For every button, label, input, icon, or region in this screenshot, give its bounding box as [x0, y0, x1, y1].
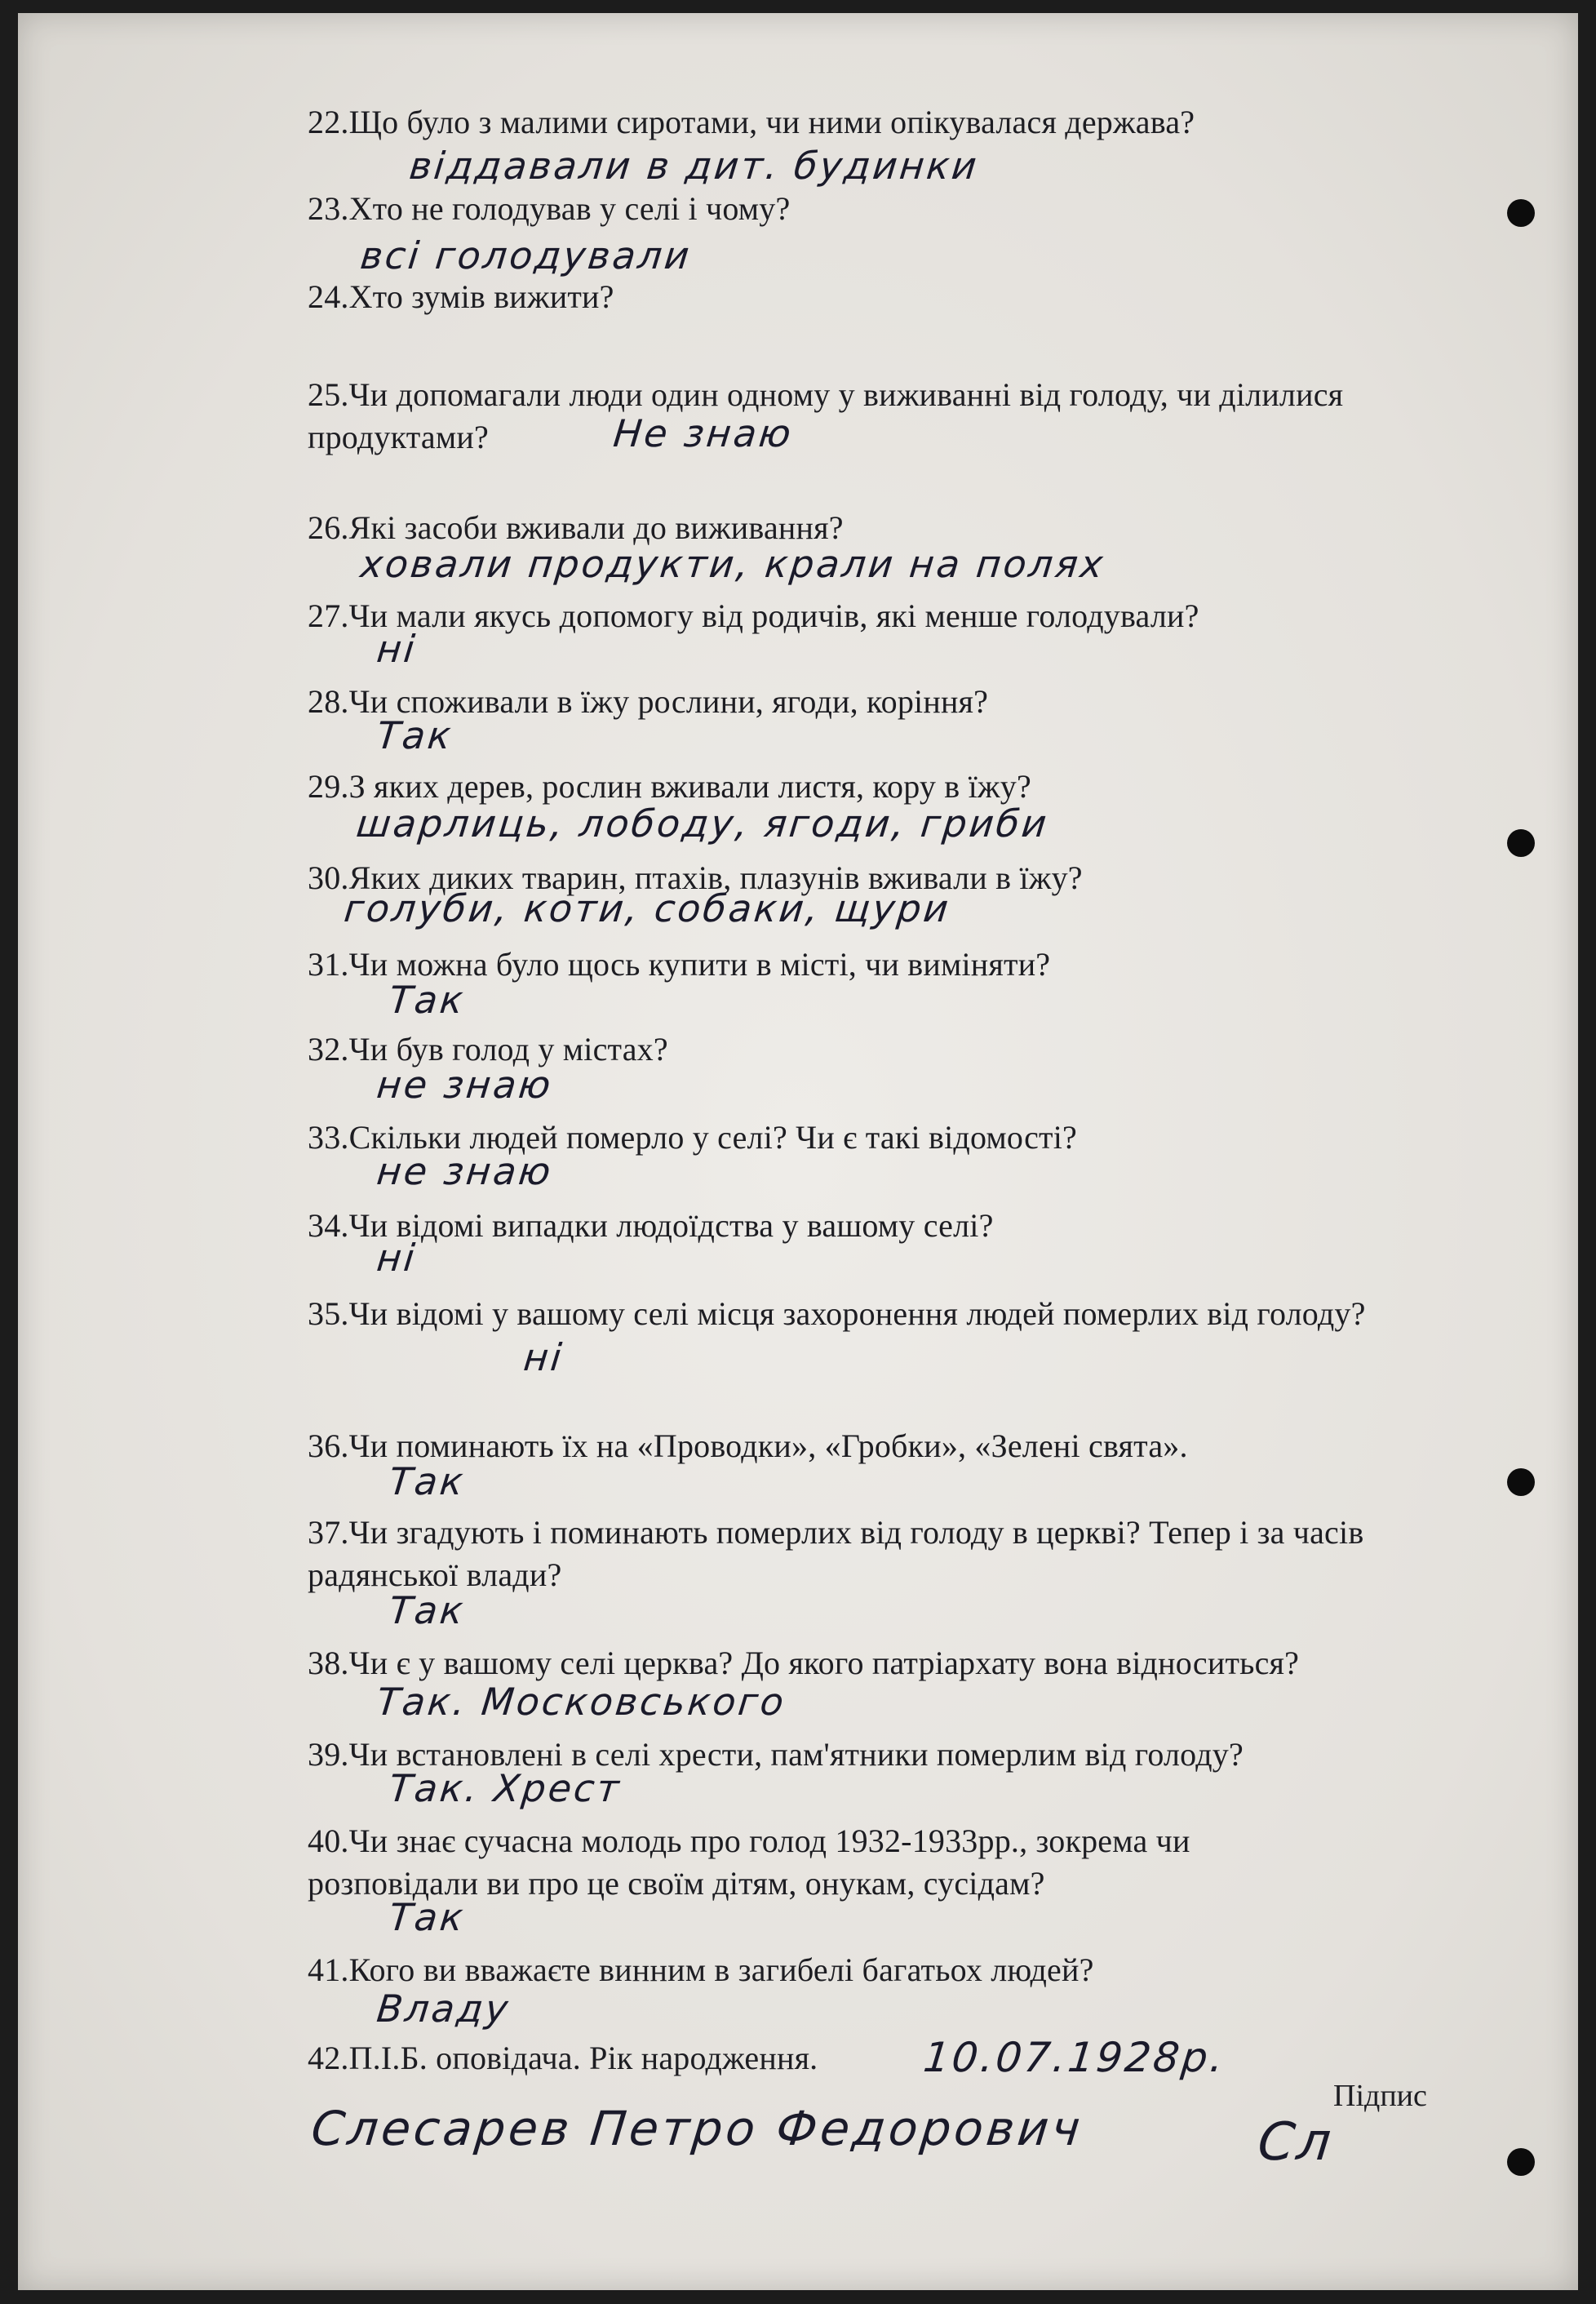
birth-date: 10.07.1928р.: [920, 2034, 1228, 2081]
question-26: 26.Які засоби вживали до виживання?: [308, 509, 844, 546]
question-38: 38.Чи є у вашому селі церква? До якого патріархату вона відноситься?: [308, 1645, 1300, 1681]
binder-hole: [1507, 2148, 1535, 2176]
question-33: 33.Скільки людей померло у селі? Чи є такі відомості?: [308, 1119, 1078, 1156]
question-40: 40.Чи знає сучасна молодь про голод 1932-1933рр., зокрема чи розповідали ви про це своїм дітям, онукам, сусідам?: [308, 1822, 1190, 1902]
answer-28: Так: [375, 713, 455, 757]
question-31: 31.Чи можна було щось купити в місті, чи виміняти?: [308, 946, 1051, 983]
question-36: 36.Чи поминають їх на «Проводки», «Гробки», «Зелені свята».: [308, 1427, 1188, 1464]
answer-33: не знаю: [375, 1149, 556, 1193]
question-28: 28.Чи споживали в їжу рослини, ягоди, коріння?: [308, 683, 989, 720]
answer-41: Владу: [375, 1987, 513, 2031]
signature-label: Підпис: [1333, 2079, 1427, 2113]
question-34: 34.Чи відомі випадки людоїдства у вашому селі?: [308, 1207, 994, 1244]
answer-36: Так: [387, 1459, 468, 1503]
answer-38: Так. Московського: [375, 1680, 788, 1724]
answer-34: ні: [375, 1236, 419, 1280]
document-page: [18, 13, 1578, 2290]
answer-30: голуби, коти, собаки, щури: [342, 886, 953, 930]
question-30: 30.Яких диких тварин, птахів, плазунів вживали в їжу?: [308, 859, 1083, 896]
question-35: 35.Чи відомі у вашому селі місця захоронення людей померлих від голоду?: [308, 1295, 1366, 1332]
answer-27: ні: [375, 627, 419, 671]
question-23: 23.Хто не голодував у селі і чому?: [308, 190, 791, 227]
question-39: 39.Чи встановлені в селі хрести, пам'ятники померлим від голоду?: [308, 1736, 1244, 1773]
answer-32: не знаю: [375, 1063, 556, 1107]
question-42: 42.П.І.Б. оповідача. Рік народження.: [308, 2040, 818, 2076]
question-41: 41.Кого ви вважаєте винним в загибелі багатьох людей?: [308, 1951, 1094, 1988]
question-25: 25.Чи допомагали люди один одному у виживанні від голоду, чи ділилися продуктами?: [308, 376, 1344, 455]
answer-22: віддавали в дит. будинки: [407, 144, 982, 188]
question-32: 32.Чи був голод у містах?: [308, 1031, 668, 1068]
answer-25: Не знаю: [611, 411, 796, 455]
question-27: 27.Чи мали якусь допомогу від родичів, які менше голодували?: [308, 597, 1199, 634]
question-29: 29.З яких дерев, рослин вживали листя, кору в їжу?: [308, 768, 1031, 805]
answer-35: ні: [521, 1335, 566, 1379]
question-22: 22.Що було з малими сиротами, чи ними опікувалася держава?: [308, 104, 1195, 140]
answer-29: шарлиць, лободу, ягоди, гриби: [354, 801, 1052, 846]
narrator-name: Слесарев Петро Федорович: [308, 2101, 1086, 2156]
answer-39: Так. Хрест: [387, 1766, 624, 1810]
question-24: 24.Хто зумів вижити?: [308, 278, 614, 315]
binder-hole: [1507, 829, 1535, 857]
answer-26: ховали продукти, крали на полях: [358, 542, 1108, 586]
answer-40: Так: [387, 1895, 468, 1939]
answer-37: Так: [387, 1588, 468, 1632]
binder-hole: [1507, 199, 1535, 227]
question-37: 37.Чи згадують і поминають померлих від голоду в церкві? Тепер і за часів радянської влади?: [308, 1514, 1364, 1593]
answer-31: Так: [387, 978, 468, 1022]
answer-23: всі голодували: [358, 233, 694, 277]
binder-hole: [1507, 1468, 1535, 1496]
signature: Сл: [1255, 2112, 1337, 2173]
